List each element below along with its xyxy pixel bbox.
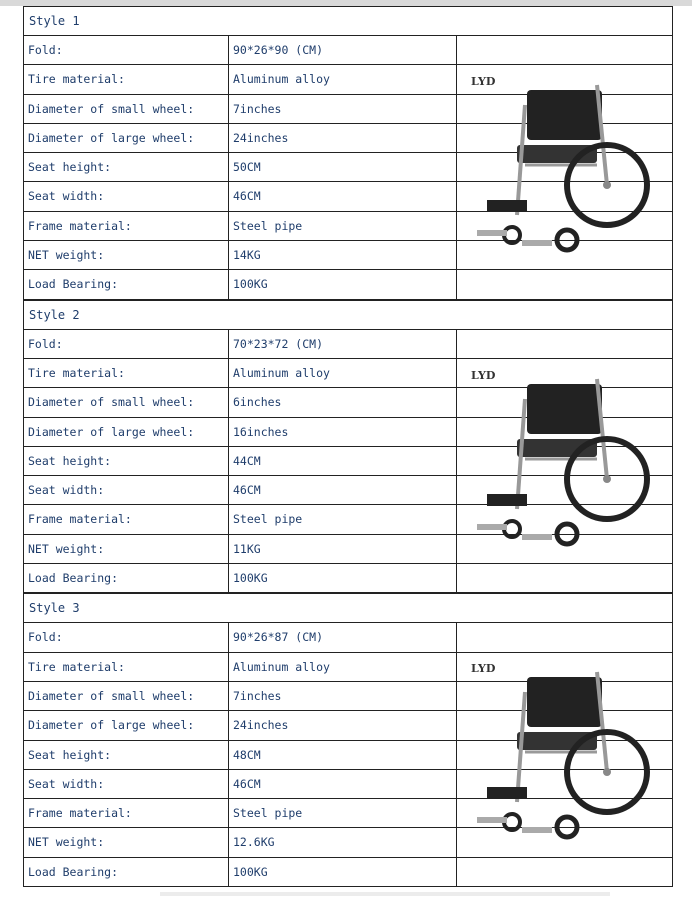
spec-label: Diameter of small wheel: (23, 95, 229, 123)
spec-value: 11KG (229, 535, 457, 563)
spec-label: Load Bearing: (23, 564, 229, 592)
spec-value: Steel pipe (229, 505, 457, 533)
spec-label: NET weight: (23, 241, 229, 269)
spec-value: 46CM (229, 770, 457, 798)
spec-value: 100KG (229, 564, 457, 592)
spec-value: 90*26*87 (CM) (229, 623, 457, 651)
wheelchair-image (457, 329, 673, 593)
spec-label: Seat height: (23, 153, 229, 181)
spec-label: Diameter of large wheel: (23, 124, 229, 152)
spec-value: 12.6KG (229, 828, 457, 856)
style-block-3 (23, 593, 673, 887)
spec-label: Fold: (23, 330, 229, 358)
spec-label: Seat width: (23, 182, 229, 210)
spec-value: 100KG (229, 858, 457, 886)
spec-table (23, 35, 673, 300)
spec-label: Diameter of small wheel: (23, 682, 229, 710)
spec-value: Aluminum alloy (229, 653, 457, 681)
spec-value: Steel pipe (229, 799, 457, 827)
spec-label: Diameter of large wheel: (23, 418, 229, 446)
spec-label: Tire material: (23, 653, 229, 681)
style-block-1 (23, 6, 673, 300)
spec-value: Aluminum alloy (229, 65, 457, 93)
spec-sheet (23, 6, 673, 887)
spec-label: Frame material: (23, 505, 229, 533)
spec-label: Fold: (23, 623, 229, 651)
spec-value: 7inches (229, 682, 457, 710)
spec-value: 70*23*72 (CM) (229, 330, 457, 358)
spec-table (23, 329, 673, 594)
spec-table (23, 622, 673, 887)
wheelchair-icon (467, 65, 657, 265)
spec-label: Diameter of small wheel: (23, 388, 229, 416)
spec-value: 6inches (229, 388, 457, 416)
spec-label: Tire material: (23, 359, 229, 387)
spec-label: NET weight: (23, 828, 229, 856)
spec-value: 50CM (229, 153, 457, 181)
spec-label: Frame material: (23, 799, 229, 827)
wheelchair-image (457, 622, 673, 886)
bottom-divider (160, 892, 610, 896)
spec-label: Fold: (23, 36, 229, 64)
spec-label: Frame material: (23, 212, 229, 240)
spec-value: 46CM (229, 182, 457, 210)
spec-value: 7inches (229, 95, 457, 123)
spec-label: Tire material: (23, 65, 229, 93)
spec-value: 14KG (229, 241, 457, 269)
spec-label: Diameter of large wheel: (23, 711, 229, 739)
brand-logo: LYD (471, 75, 496, 88)
spec-value: 44CM (229, 447, 457, 475)
spec-label: Seat width: (23, 476, 229, 504)
spec-label: Seat width: (23, 770, 229, 798)
spec-value: 16inches (229, 418, 457, 446)
brand-logo: LYD (471, 662, 496, 676)
spec-label: Seat height: (23, 741, 229, 769)
spec-value: 100KG (229, 270, 457, 298)
spec-label: Load Bearing: (23, 858, 229, 886)
wheelchair-image (457, 35, 673, 299)
brand-logo: LYD (471, 368, 496, 382)
wheelchair-icon (467, 359, 657, 559)
spec-label: NET weight: (23, 535, 229, 563)
spec-label: Seat height: (23, 447, 229, 475)
spec-value: 46CM (229, 476, 457, 504)
spec-value: 24inches (229, 124, 457, 152)
spec-value: 24inches (229, 711, 457, 739)
wheelchair-icon (467, 652, 657, 852)
style-title: Style 2 (23, 300, 673, 329)
spec-value: Aluminum alloy (229, 359, 457, 387)
style-block-2 (23, 300, 673, 594)
style-title: Style 3 (23, 593, 673, 622)
spec-value: 48CM (229, 741, 457, 769)
style-title: Style 1 (23, 6, 673, 35)
spec-label: Load Bearing: (23, 270, 229, 298)
spec-value: 90*26*90 (CM) (229, 36, 457, 64)
spec-value: Steel pipe (229, 212, 457, 240)
